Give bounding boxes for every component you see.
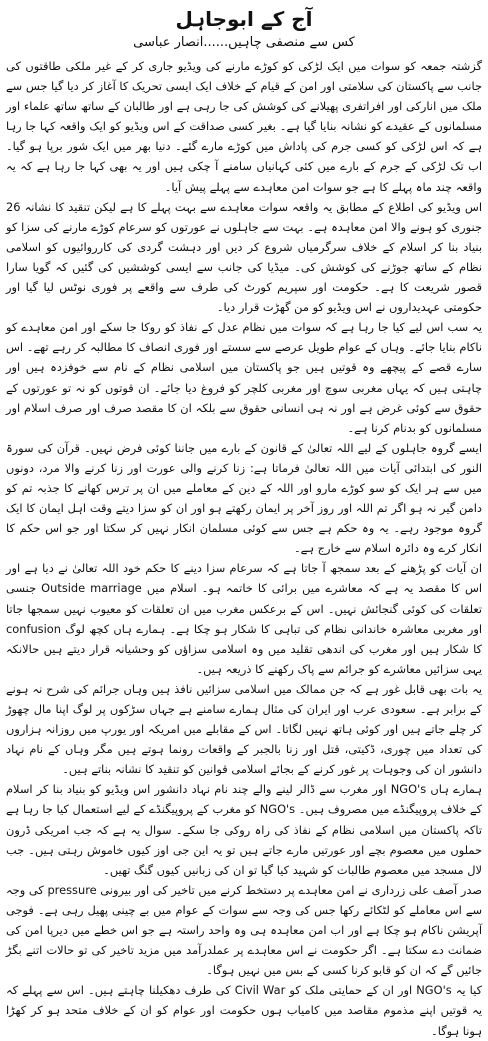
article-paragraph: گزشتہ جمعہ کو سوات میں ایک لڑکی کو کوڑے مارنے کی ویڈیو جاری کر کے غیر ملکی طاقتوں کی جانب سے پاکستان کی سلامتی اور امن کے قیام کے خلاف ایک ایسی تحریک کا آغاز کر دیا گیا جس سے ملک میں انارکی اور افراتفری پھیلانے کی کوشش کی جا رہی ہے اور طالبان کے ساتھ ساتھ علماء اور مسلمانوں کے عقیدے کو نشانہ بنایا گیا ہے۔ بغیر کسی صداقت کے اس ویڈیو کو ایک واقعہ کہا جا رہا ہے کہ اس لڑکی کو کسی جرم کی پاداش میں کوڑے مارے گئے۔ دنیا بھر میں ایک شور برپا ہو گیا۔ اب تک لڑکی کے جرم کے بارے میں کئی کہانیاں سامنے آ چکی ہیں اور یہ بھی کہا جا رہا ہے کہ یہ واقعہ چند ماہ پہلے کا ہے جو سوات امن معاہدے سے پہلے پیش آیا۔: [6, 59, 482, 194]
article-paragraph: ہمارے ہاں NGO's اور مغرب سے ڈالر لینے والے چند نام نہاد دانشور اس ویڈیو کو بنیاد بنا کر اسلام کے خلاف پروپیگنڈے میں مصروف ہیں۔ NGO's کو مغرب کے پروپیگنڈے کے لیے استعمال کیا جا رہا ہے تاکہ پاکستان میں اسلامی نظام کے نفاذ کی راہ روکی جا سکے۔ سوال یہ ہے کہ جب امریکی ڈرون حملوں میں معصوم بچے اور عورتیں مارے جاتے ہیں تو یہ این جی اوز کیوں خاموش رہتی ہیں۔ جب لال مسجد میں معصوم طالبات کو شہید کیا گیا تو ان کی زبانیں کیوں گنگ تھیں۔: [6, 782, 482, 877]
article-paragraph: ایسے گروہ جاہلوں کے لیے اللہ تعالیٰ کے قانون کے بارے میں جاننا کوئی فرض نہیں۔ قرآن کی سورۃ النور کی ابتدائی آیات میں اللہ تعالیٰ فرماتا ہے: زنا کرنے والی عورت اور زنا کرنے والا مرد، دونوں میں سے ہر ایک کو سو کوڑے مارو اور اللہ کے دین کے معاملے میں ان پر ترس کھانے کا جذبہ تم کو دامن گیر نہ ہو اگر تم اللہ اور روز آخر پر ایمان رکھتے ہو اور ان کو سزا دیتے وقت اہل ایمان کا ایک گروہ موجود رہے۔ یہ وہ حکم ہے جس سے کوئی مسلمان انکار نہیں کر سکتا اور جو اس حکم کا انکار کرے وہ دائرہ اسلام سے خارج ہے۔: [6, 440, 482, 556]
article-byline: کس سے منصفی چاہیں......انصار عباسی: [133, 35, 355, 50]
article-body: [6, 56, 483, 1038]
article-paragraph: ان آیات کو پڑھنے کے بعد سمجھ آ جاتا ہے کہ سرعام سزا دینے کا حکم خود اللہ تعالیٰ نے دیا ہے اور اس کا مقصد یہ ہے کہ معاشرے میں برائی کا خاتمہ ہو۔ اسلام میں Outside marriage جنسی تعلقات کی کوئی گنجائش نہیں۔ اس کے برعکس مغرب میں ان تعلقات کو معیوب نہیں سمجھا جاتا اور مغربی معاشرہ خاندانی نظام کی تباہی کا شکار ہو چکا ہے۔ ہمارے ہاں کچھ لوگ confusion کا شکار ہیں اور مغرب کی اندھی تقلید میں وہ اسلامی سزاؤں کو وحشیانہ قرار دیتے ہیں حالانکہ یہی سزائیں معاشرے کو جرائم سے پاک رکھنے کا ذریعہ ہیں۔: [6, 561, 483, 676]
article-paragraph: اس ویڈیو کی اطلاع کے مطابق یہ واقعہ سوات معاہدے سے بہت پہلے کا ہے لیکن تنقید کا نشانہ 26 جنوری کو ہونے والا امن معاہدہ ہے۔ بہت سے جاہلوں نے عورتوں کو سرعام کوڑے مارنے کی سزا کو بنیاد بنا کر اسلام کے خلاف سرگرمیاں شروع کر دیں اور دہشت گردی کی کارروائیوں کو اسلامی نظام کے ساتھ جوڑنے کی کوشش کی۔ میڈیا کی جانب سے ایسی کوششیں کی گئیں کہ گویا سارا قصور شریعت کا ہے۔ حکومت اور سپریم کورٹ کی طرف سے واقعے پر فوری نوٹس لیا گیا اور حکومتی عہدیداروں نے اس ویڈیو کو من گھڑت قرار دیا۔: [6, 199, 482, 315]
article-paragraph: یہ بات بھی قابل غور ہے کہ جن ممالک میں اسلامی سزائیں نافذ ہیں وہاں جرائم کی شرح نہ ہونے کے برابر ہے۔ سعودی عرب اور ایران کی مثال ہمارے سامنے ہے جہاں سڑکوں پر لوگ اپنا مال چھوڑ کر چلے جاتے ہیں اور کوئی ہاتھ نہیں لگاتا۔ اس کے مقابلے میں امریکہ اور یورپ میں روزانہ ہزاروں کی تعداد میں چوری، ڈکیتی، قتل اور زنا بالجبر کے واقعات رونما ہوتے ہیں مگر وہاں کے نام نہاد دانشور ان کی وجوہات پر غور کرنے کے بجائے اسلامی قوانین کو تنقید کا نشانہ بناتے ہیں۔: [6, 681, 482, 777]
article-paragraph: کیا یہ NGO's اور ان کے حمایتی ملک کو Civil War کی طرف دھکیلنا چاہتے ہیں۔ اس سے پہلے کہ یہ قوتیں اپنے مذموم مقاصد میں کامیاب ہوں حکومت اور عوام کو ان کے خلاف متحد ہو کر کھڑا ہونا ہوگا۔: [6, 983, 482, 1038]
article-paragraph: صدر آصف علی زرداری نے امن معاہدے پر دستخط کرنے میں تاخیر کی اور بیرونی pressure کی وجہ سے اس معاملے کو لٹکائے رکھا جس کی وجہ سے سوات کے عوام میں بے چینی پھیل رہی ہے۔ فوجی آپریشن ناکام ہو چکا ہے اور اب امن معاہدہ ہی وہ واحد راستہ ہے جو اس خطے میں دیرپا امن کی ضمانت دے سکتا ہے۔ اگر حکومت نے اس معاہدے پر عملدرآمد میں مزید تاخیر کی تو حالات اتنے بگڑ جائیں گے کہ ان کو قابو کرنا کسی کے بس میں نہیں ہوگا۔: [6, 882, 483, 978]
article-paragraph: یہ سب اس لیے کیا جا رہا ہے کہ سوات میں نظام عدل کے نفاذ کو روکا جا سکے اور امن معاہدے کو ناکام بنایا جائے۔ وہاں کے عوام طویل عرصے سے سستے اور فوری انصاف کا مطالبہ کر رہے تھے۔ اس سارے قصے کے پیچھے وہ قوتیں ہیں جو پاکستان میں اسلامی نظام کے نام سے خوفزدہ ہیں اور چاہتی ہیں کہ یہاں مغربی سوچ اور مغربی کلچر کو فروغ دیا جائے۔ ان قوتوں کو نہ تو عورتوں کے حقوق سے کوئی غرض ہے اور نہ ہی انسانی حقوق سے بلکہ ان کا مقصد صرف اور صرف اسلام اور مسلمانوں کو بدنام کرنا ہے۔: [6, 320, 482, 435]
article-title: آج کے ابوجاہل: [175, 7, 313, 31]
